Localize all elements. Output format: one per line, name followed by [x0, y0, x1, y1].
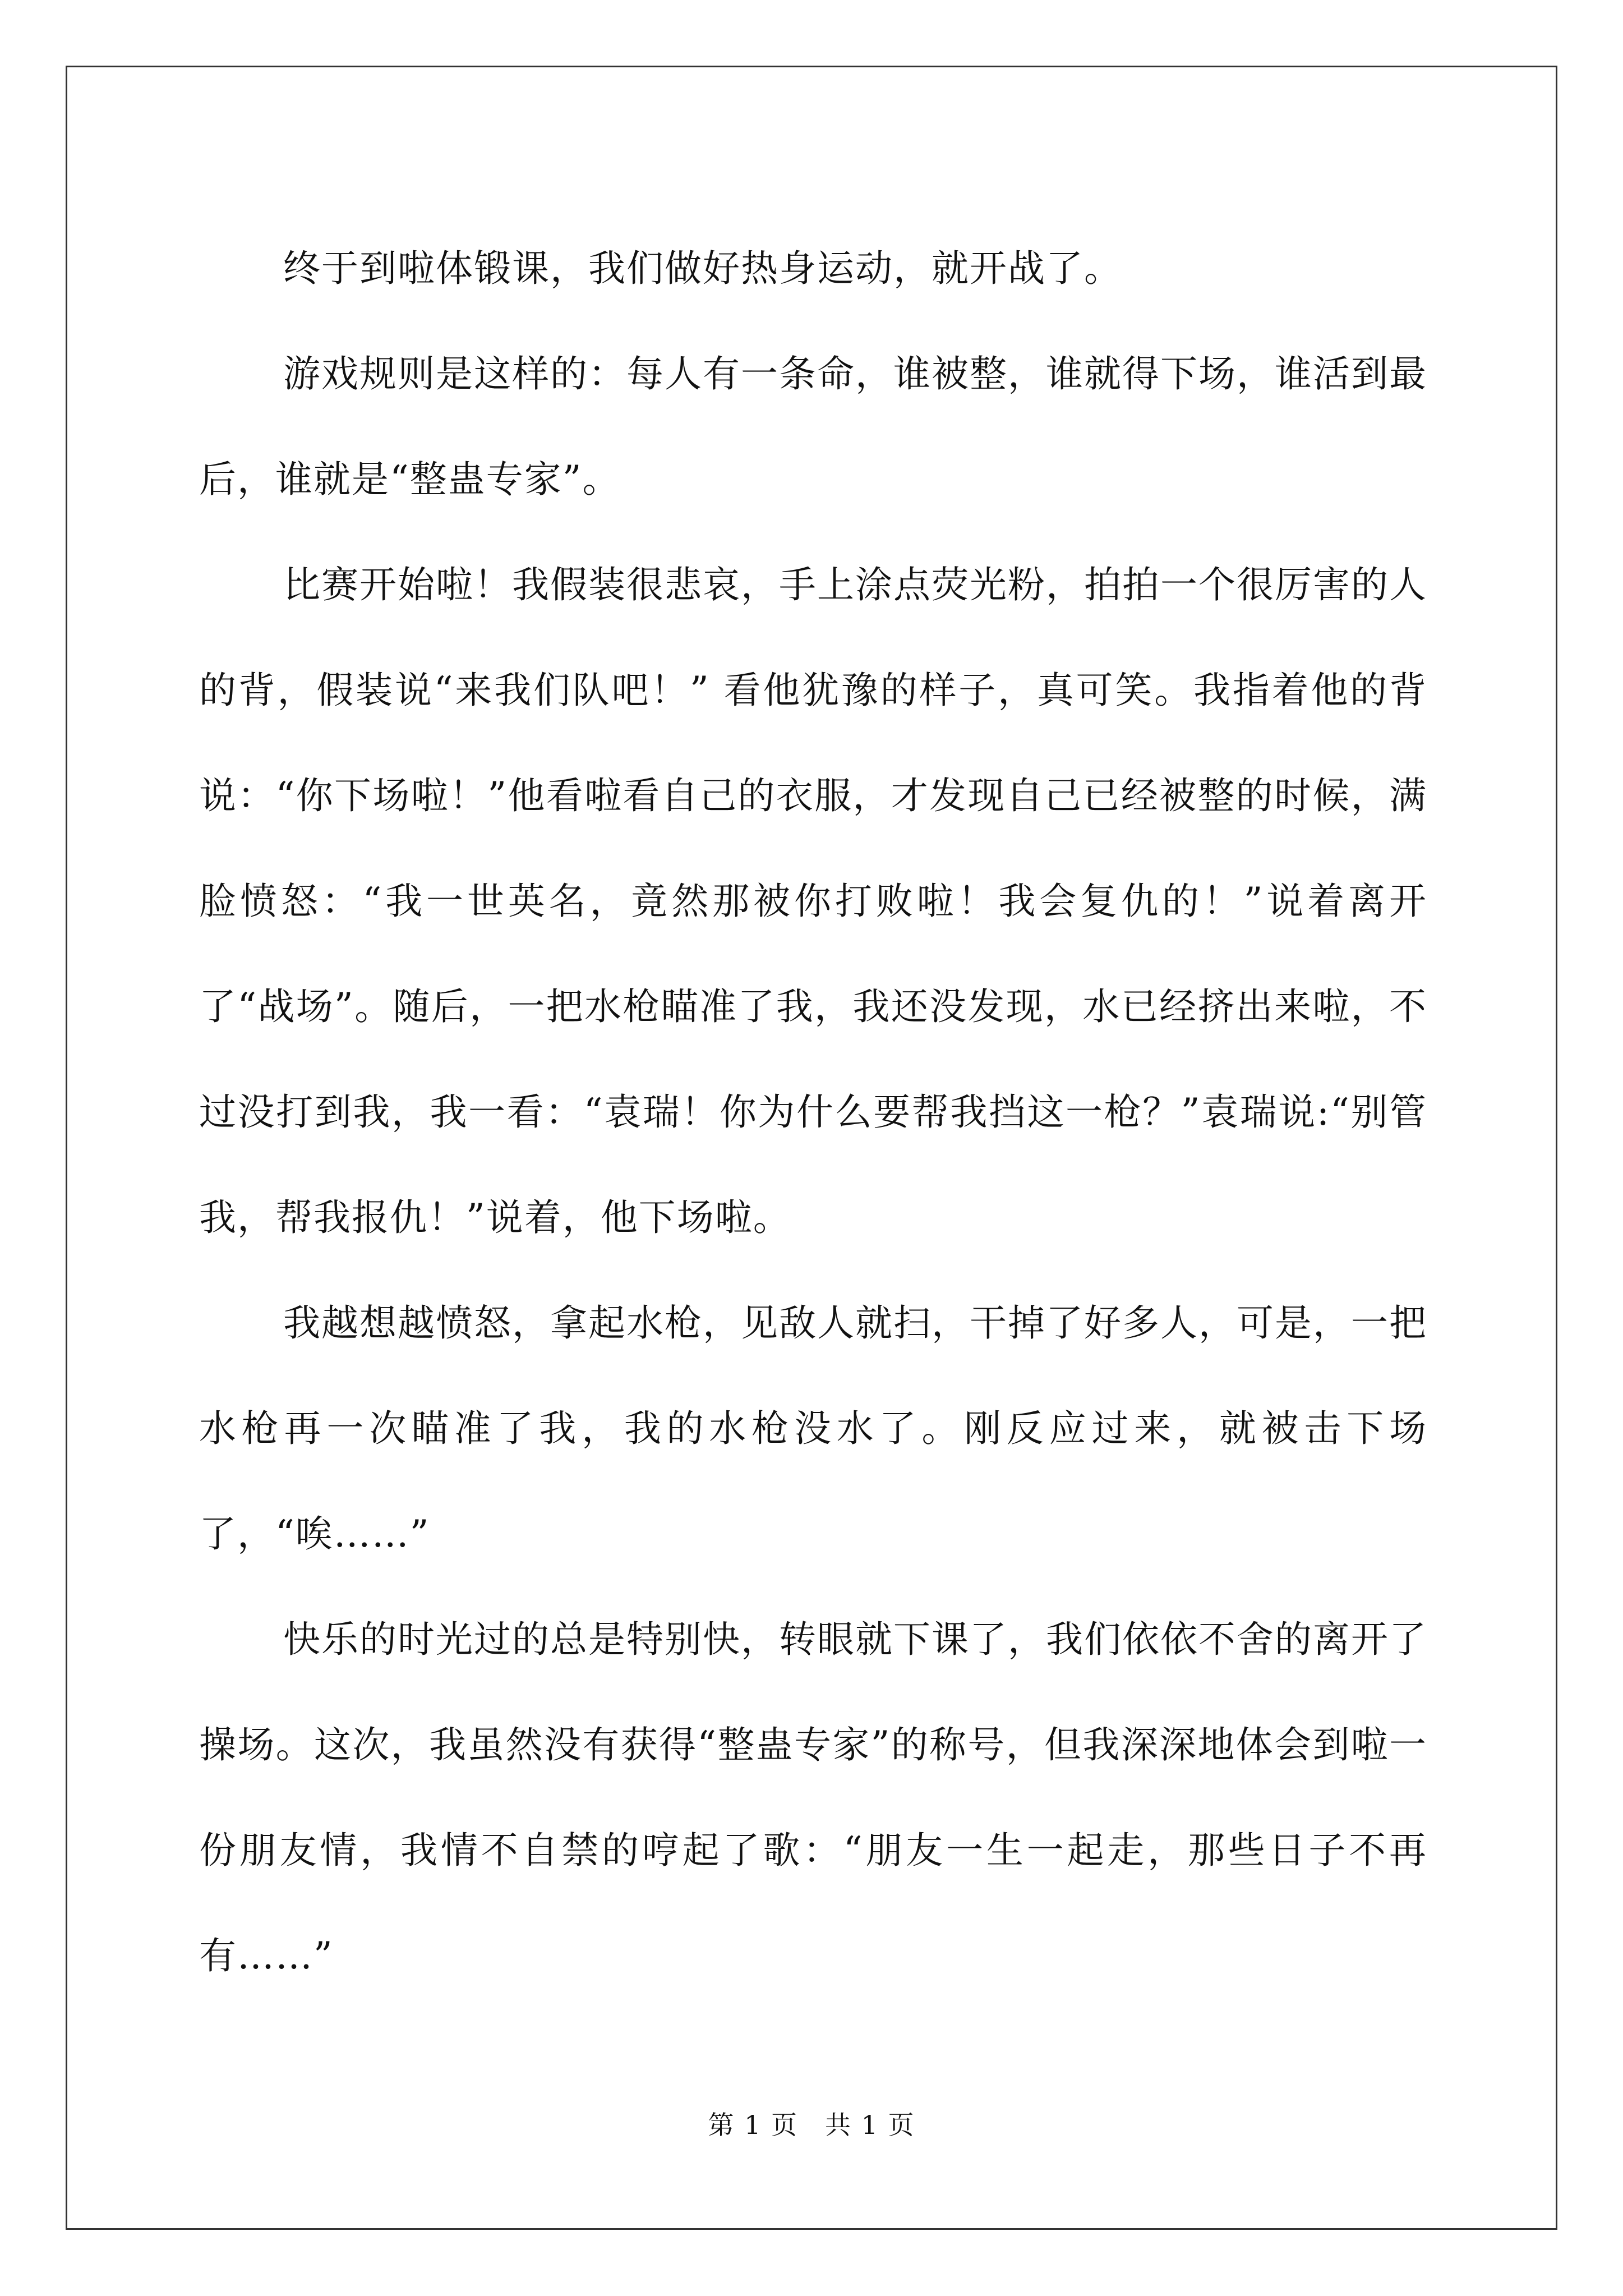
page-footer: 第 1 页 共 1 页: [708, 2110, 915, 2140]
paragraph: 终于到啦体锻课，我们做好热身运动，就开战了。: [283, 247, 1122, 290]
paragraph: 比赛开始啦！我假装很悲哀，手上涂点荧光粉，拍拍一个很厉害的人的背，假装说“来我们队吧！” 看他犹豫的样子，真可笑。我指着他的背说：“你下场啦！”他看啦看自己的衣服，才发现自己已经被整的时候，满脸愤怒：“我一世英名，竟然那被你打败啦！我会复仇的！”说着离开了“战场”。随后，一把水枪瞄准了我，我还没发现，水已经挤出来啦，不过没打到我，我一看：“袁瑞！你为什么要帮我挡这一枪？”袁瑞说:“别管我，帮我报仇！”说着，他下场啦。: [199, 563, 1427, 1239]
paragraph: 游戏规则是这样的：每人有一条命，谁被整，谁就得下场，谁活到最后，谁就是“整蛊专家”。: [199, 352, 1427, 501]
paragraph: 我越想越愤怒，拿起水枪，见敌人就扫，干掉了好多人，可是，一把水枪再一次瞄准了我，我的水枪没水了。刚反应过来，就被击下场了，“唉……”: [199, 1301, 1427, 1556]
document-body: [199, 216, 1427, 2009]
paragraph: 快乐的时光过的总是特别快，转眼就下课了，我们依依不舍的离开了操场。这次，我虽然没有获得“整蛊专家”的称号，但我深深地体会到啦一份朋友情，我情不自禁的哼起了歌：“朋友一生一起走，那些日子不再有……”: [199, 1618, 1427, 1977]
